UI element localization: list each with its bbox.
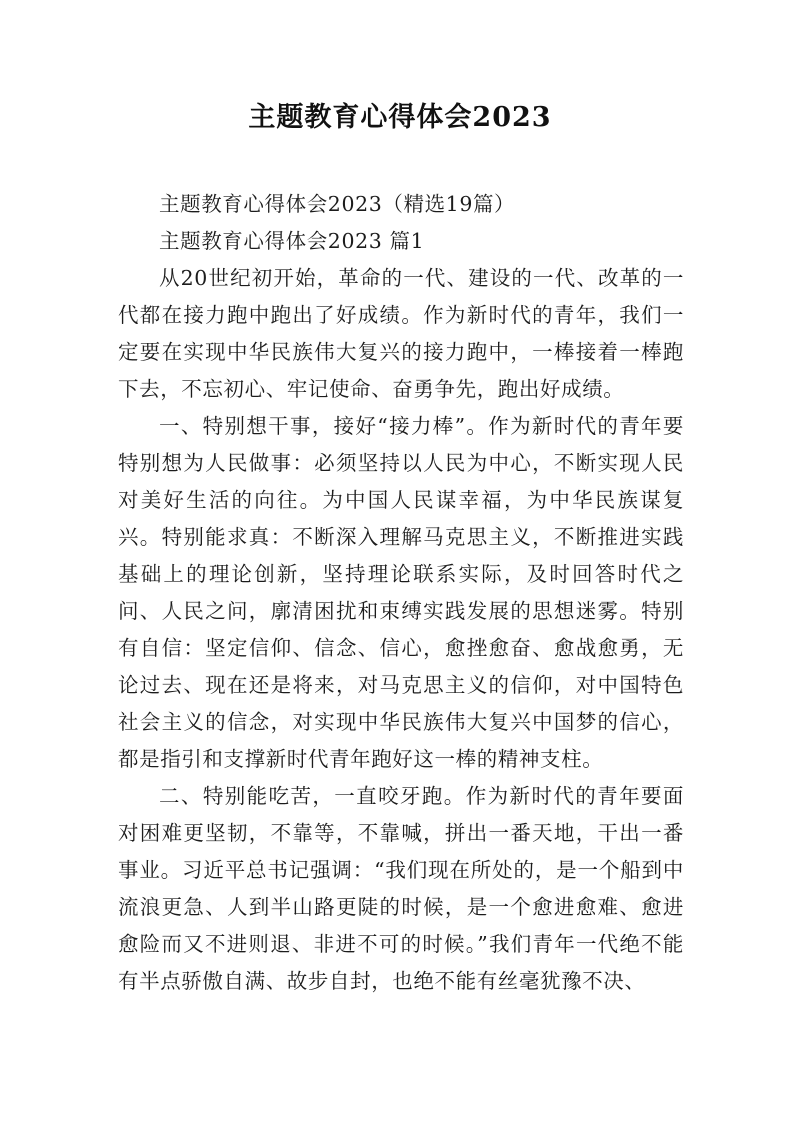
document-body: [118, 186, 684, 1000]
subtitle-paragraph: 主题教育心得体会2023（精选19篇）: [159, 192, 516, 216]
section-heading-paragraph: 主题教育心得体会2023 篇1: [159, 229, 425, 253]
body-paragraph: 从20世纪初开始，革命的一代、建设的一代、改革的一代都在接力跑中跑出了好成绩。作为新时代的青年，我们一定要在实现中华民族伟大复兴的接力跑中，一棒接着一棒跑下去，不忘初心、牢记使命、奋勇争先，跑出好成绩。: [118, 266, 684, 401]
body-paragraph: 一、特别想干事，接好“接力棒”。作为新时代的青年要特别想为人民做事：必须坚持以人民为中心，不断实现人民对美好生活的向往。为中国人民谋幸福，为中华民族谋复兴。特别能求真：不断深入理解马克思主义，不断推进实践基础上的理论创新，坚持理论联系实际，及时回答时代之问、人民之问，廓清困扰和束缚实践发展的思想迷雾。特别有自信：坚定信仰、信念、信心，愈挫愈奋、愈战愈勇，无论过去、现在还是将来，对马克思主义的信仰，对中国特色社会主义的信念，对实现中华民族伟大复兴中国梦的信心，都是指引和支撑新时代青年跑好这一棒的精神支柱。: [118, 414, 684, 771]
body-paragraph: 二、特别能吃苦，一直咬牙跑。作为新时代的青年要面对困难更坚韧，不靠等，不靠喊，拼出一番天地，干出一番事业。习近平总书记强调：“我们现在所处的，是一个船到中流浪更急、人到半山路更陡的时候，是一个愈进愈难、愈进愈险而又不进则退、非进不可的时候。”我们青年一代绝不能有半点骄傲自满、故步自封，也绝不能有丝毫犹豫不决、: [118, 784, 684, 993]
document-title: 主题教育心得体会2023: [248, 102, 552, 133]
